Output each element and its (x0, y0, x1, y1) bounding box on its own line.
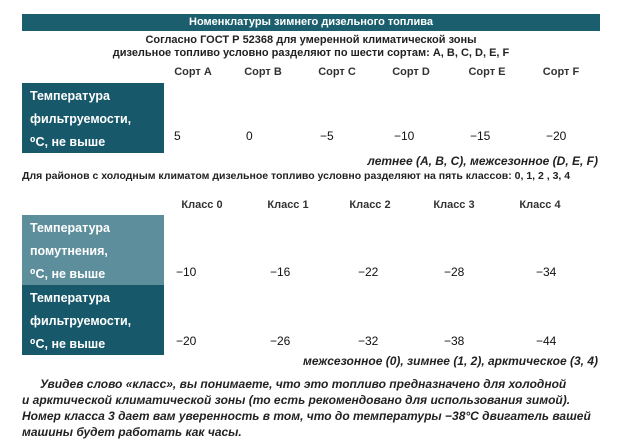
column-header: Сорт B (244, 66, 282, 78)
column-header: Сорт F (542, 66, 580, 78)
column-header: Сорт C (318, 66, 356, 78)
column-header: Класс 3 (433, 199, 475, 211)
table-cell: −10 (176, 265, 197, 279)
table-cell: −10 (394, 129, 415, 143)
column-header: Класс 4 (519, 199, 561, 211)
row-label-line: фильтруемости, (30, 314, 132, 328)
intro-line: дизельное топливо условно разделяют по шести сортам: A, B, C, D, E, F (112, 47, 510, 59)
column-header: Класс 2 (349, 199, 391, 211)
table-cell: −20 (176, 334, 197, 348)
table-cell: −38 (444, 334, 465, 348)
row-label-line: Температура (30, 221, 110, 235)
paragraph-line: Номер класса 3 дает вам уверенность в том, что до температуры −38°С двигатель вашей (22, 409, 591, 423)
table1-note: летнее (A, B, C), межсезонное (D, E, F) (367, 154, 598, 168)
row-label-line: Температура (30, 89, 110, 103)
column-header: Сорт A (174, 66, 212, 78)
table-cell: −20 (546, 129, 567, 143)
table-cell: −44 (536, 334, 557, 348)
column-header: Сорт E (468, 66, 506, 78)
row-label-line: ⁰C, не выше (30, 337, 106, 351)
intro-line: Согласно ГОСТ Р 52368 для умеренной климатической зоны (145, 34, 477, 46)
row-label-line: фильтруемости, (30, 112, 132, 126)
classes-subheading: Для районов с холодным климатом дизельное топливо условно разделяют на пять классов: 0, 1, 2 , 3, 4 (22, 170, 571, 182)
table-cell: −16 (270, 265, 291, 279)
paragraph-line: Увидев слово «класс», вы понимаете, что это топливо предназначено для холодной (40, 377, 567, 391)
table-cell: −15 (470, 129, 491, 143)
explanation-paragraph (22, 376, 612, 440)
row-label-line: Температура (30, 291, 110, 305)
table-cell: −28 (444, 265, 465, 279)
paragraph-line: и арктической климатической зоны (то есть рекомендовано для использования зимой). (22, 393, 571, 407)
table-cell: −22 (358, 265, 379, 279)
column-header: Класс 1 (267, 199, 309, 211)
table-cell: 0 (246, 129, 253, 143)
paragraph-line: машины будет работать как часы. (22, 425, 242, 439)
table-cell: 5 (174, 129, 181, 143)
table-title: Номенклатуры зимнего дизельного топлива (22, 14, 600, 31)
table-cell: −34 (536, 265, 557, 279)
row-label-line: ⁰C, не выше (30, 135, 106, 149)
row-label-filterability (22, 285, 164, 355)
row-label-filterability (22, 83, 164, 153)
column-header: Класс 0 (181, 199, 223, 211)
row-label-line: ⁰C, не выше (30, 267, 106, 281)
table-cell: −32 (358, 334, 379, 348)
column-header: Сорт D (392, 66, 430, 78)
table-cell: −26 (270, 334, 291, 348)
row-label-line: помутнения, (30, 244, 108, 258)
intro-text (22, 34, 600, 60)
table2-note: межсезонное (0), зимнее (1, 2), арктическое (3, 4) (303, 354, 598, 368)
row-label-cloud-point (22, 215, 164, 285)
table-cell: −5 (320, 129, 334, 143)
